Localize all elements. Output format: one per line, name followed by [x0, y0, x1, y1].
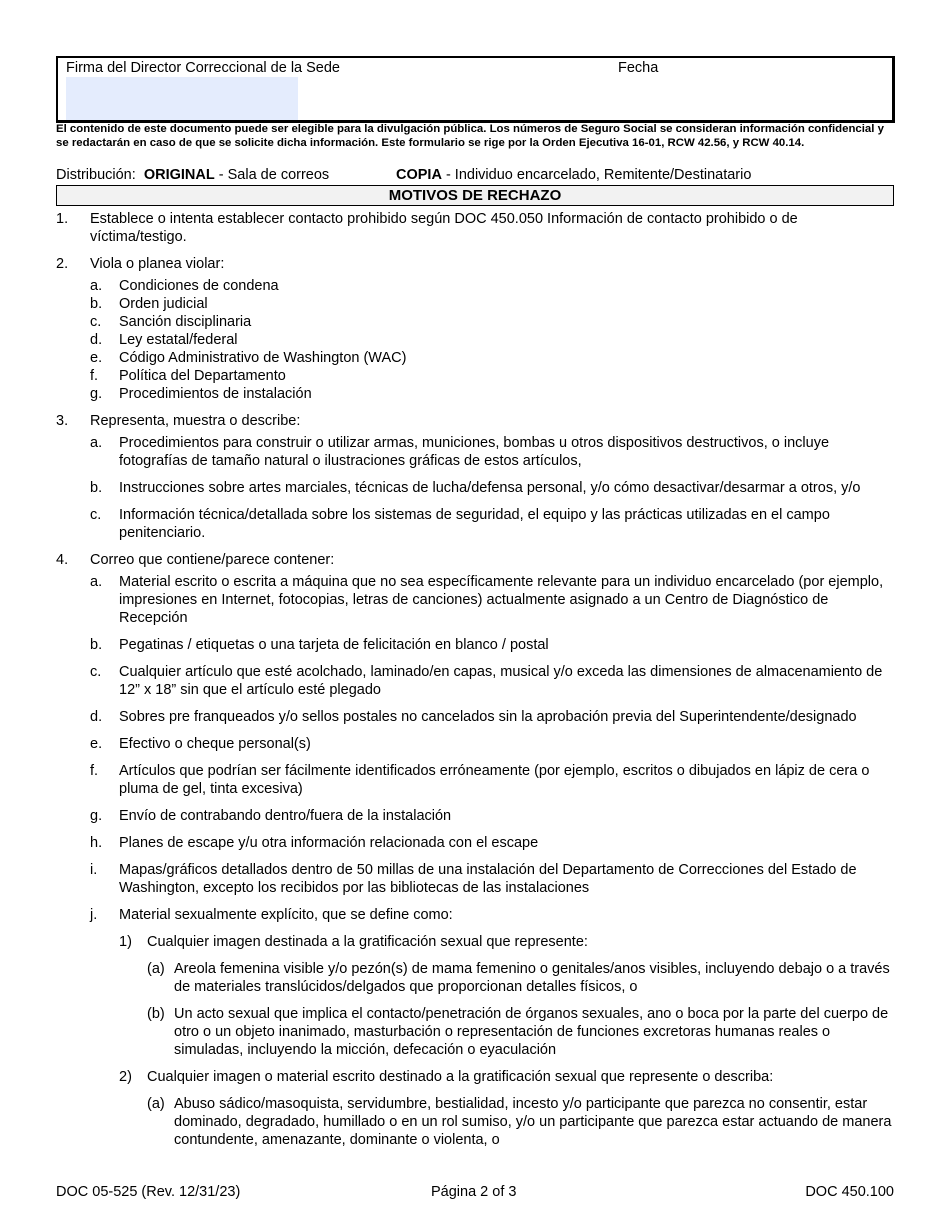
sub-letter: g.	[90, 386, 103, 402]
sub-text: Envío de contrabando dentro/fuera de la instalación	[119, 808, 452, 824]
sub-letter: c.	[90, 314, 102, 330]
sub-letter: h.	[90, 835, 103, 851]
sub-text: Política del Departamento	[119, 368, 286, 384]
signature-label: Firma del Director Correccional de la Sede	[66, 60, 340, 76]
sub-letter: c.	[90, 664, 102, 680]
original-label: ORIGINAL	[143, 167, 215, 183]
sub-item	[90, 636, 892, 654]
sub-item	[90, 434, 892, 470]
copy-label: COPIA	[396, 167, 442, 183]
sub-text: Mapas/gráficos detallados dentro de 50 millas de una instalación del Departamento de Correcciones del Estado de Washington, excepto los recibidos por las bibliotecas de las instalaciones	[119, 862, 857, 896]
sub-letter: a.	[90, 574, 103, 590]
sub-number: 2)	[119, 1069, 132, 1085]
sub-text: Cualquier artículo que esté acolchado, laminado/en capas, musical y/o exceda las dimensiones de almacenamiento de 12” x 18” sin que el artículo esté plegado	[119, 664, 883, 698]
sub-letter: a.	[90, 435, 103, 451]
sub-letter: a.	[90, 278, 103, 294]
signature-box	[56, 56, 895, 123]
reason-number: 3.	[56, 413, 69, 429]
reason-number: 2.	[56, 256, 69, 272]
sub-item	[90, 861, 892, 897]
sub-text: Planes de escape y/u otra información relacionada con el escape	[119, 835, 539, 851]
sub-text: Artículos que podrían ser fácilmente identificados erróneamente (por ejemplo, escritos o dibujados en lápiz de cera o pluma de gel, tinta excesiva)	[119, 763, 870, 797]
sub-text: Orden judicial	[119, 296, 208, 312]
sub-text: Areola femenina visible y/o pezón(s) de mama femenino o genitales/anos visibles, incluyendo debajo o a través de materiales translúcidos/delgados que proporcionan detalles físicos, o	[174, 961, 890, 995]
sub-item	[90, 573, 892, 627]
section-title: MOTIVOS DE RECHAZO	[56, 185, 894, 206]
sub-item	[90, 367, 892, 385]
reason-text: Viola o planea violar:	[90, 256, 225, 272]
signature-field[interactable]	[66, 77, 298, 120]
sub-item	[90, 807, 892, 825]
sub-text: Instrucciones sobre artes marciales, técnicas de lucha/defensa personal, y/o cómo desactivar/desarmar a otros, y/o	[119, 480, 861, 496]
sub-text: Un acto sexual que implica el contacto/penetración de órganos sexuales, ano o boca por la parte del cuerpo de otro o un objeto inanimado, masturbación o representación de funciones excretoras humanas reales o simuladas, incluyendo la micción, defecación o eyaculación	[174, 1006, 889, 1058]
sub-item-level3	[147, 1095, 892, 1149]
sub-letter: (a)	[147, 961, 165, 977]
reason-text: Establece o intenta establecer contacto prohibido según DOC 450.050 Información de contacto prohibido o de víctima/testigo.	[90, 211, 798, 245]
sub-item	[90, 762, 892, 798]
reason-text: Correo que contiene/parece contener:	[90, 552, 335, 568]
sub-letter: j.	[90, 907, 98, 923]
page-number: Página 2 of 3	[431, 1184, 517, 1200]
sub-text: Sobres pre franqueados y/o sellos postales no cancelados sin la aprobación previa del Superintendente/designado	[119, 709, 857, 725]
sub-number: 1)	[119, 934, 132, 950]
sub-item	[90, 313, 892, 331]
sub-letter: i.	[90, 862, 98, 878]
reason-item	[56, 551, 892, 569]
sub-text: Condiciones de condena	[119, 278, 279, 294]
sub-text: Efectivo o cheque personal(s)	[119, 736, 311, 752]
sub-letter: e.	[90, 350, 103, 366]
sub-item	[90, 331, 892, 349]
sub-letter: (a)	[147, 1096, 165, 1112]
sub-text: Cualquier imagen destinada a la gratificación sexual que represente:	[147, 934, 588, 950]
sub-letter: d.	[90, 709, 103, 725]
distribution-line	[56, 167, 896, 183]
sub-letter: c.	[90, 507, 102, 523]
copy-text: - Individuo encarcelado, Remitente/Destinatario	[441, 167, 752, 183]
sub-letter: f.	[90, 763, 99, 779]
sub-item	[90, 349, 892, 367]
sub-item	[90, 295, 892, 313]
sub-item	[90, 906, 892, 924]
reason-item	[56, 210, 892, 246]
sub-item-level2	[119, 933, 892, 951]
sub-letter: e.	[90, 736, 103, 752]
date-label: Fecha	[618, 60, 659, 76]
sub-text: Material escrito o escrita a máquina que no sea específicamente relevante para un individuo encarcelado (por ejemplo, impresiones en Internet, fotocopias, letras de canciones) actualmente asignado a un Centro de Diagnóstico de Recepción	[119, 574, 884, 626]
reason-number: 1.	[56, 211, 69, 227]
sub-text: Información técnica/detallada sobre los sistemas de seguridad, el equipo y las prácticas utilizadas en el campo penitenciario.	[119, 507, 830, 541]
sub-item-level2	[119, 1068, 892, 1086]
sub-item	[90, 663, 892, 699]
disclosure-notice: El contenido de este documento puede ser elegible para la divulgación pública. Los números de Seguro Social se consideran información confidencial y se redactarán en caso de que se solicite dicha información. Este formulario se rige por la Orden Ejecutiva 16-01, RCW 42.56, y RCW 40.14.	[56, 123, 884, 149]
reason-number: 4.	[56, 552, 69, 568]
sub-letter: (b)	[147, 1006, 165, 1022]
reason-2-subs	[56, 277, 892, 403]
sub-item	[90, 385, 892, 403]
sub-item	[90, 735, 892, 753]
sub-text: Material sexualmente explícito, que se define como:	[119, 907, 453, 923]
reason-item	[56, 412, 892, 430]
sub-item	[90, 506, 892, 542]
reasons-list	[56, 210, 892, 1149]
sub-text: Ley estatal/federal	[119, 332, 238, 348]
sub-item	[90, 834, 892, 852]
original-text: - Sala de correos	[214, 167, 330, 183]
sub-letter: f.	[90, 368, 99, 384]
sub-letter: b.	[90, 480, 103, 496]
sub-letter: b.	[90, 637, 103, 653]
distribution-label: Distribución:	[56, 167, 136, 183]
form-id: DOC 05-525 (Rev. 12/31/23)	[56, 1184, 241, 1200]
sub-item	[90, 708, 892, 726]
sub-text: Pegatinas / etiquetas o una tarjeta de felicitación en blanco / postal	[119, 637, 549, 653]
sub-item-level3	[147, 1005, 892, 1059]
sub-text: Procedimientos de instalación	[119, 386, 312, 402]
sub-item-level3	[147, 960, 892, 996]
sub-letter: b.	[90, 296, 103, 312]
sub-text: Abuso sádico/masoquista, servidumbre, bestialidad, incesto y/o participante que parezca no consentir, estar dominado, degradado, humillado o en un rol sumiso, y/o un participante que parezca estar actuando de manera contundente, amenazante, dominante o violenta, o	[174, 1096, 892, 1148]
reason-item	[56, 255, 892, 273]
sub-letter: g.	[90, 808, 103, 824]
sub-text: Procedimientos para construir o utilizar armas, municiones, bombas u otros dispositivos destructivos, o incluye fotografías de tamaño natural o ilustraciones gráficas de estos artículos,	[119, 435, 830, 469]
sub-text: Cualquier imagen o material escrito destinado a la gratificación sexual que represente o describa:	[147, 1069, 774, 1085]
sub-letter: d.	[90, 332, 103, 348]
copy-group	[396, 167, 751, 183]
sub-item	[90, 479, 892, 497]
sub-text: Sanción disciplinaria	[119, 314, 252, 330]
policy-number: DOC 450.100	[805, 1184, 894, 1200]
sub-item	[90, 277, 892, 295]
sub-text: Código Administrativo de Washington (WAC)	[119, 350, 407, 366]
reason-text: Representa, muestra o describe:	[90, 413, 301, 429]
